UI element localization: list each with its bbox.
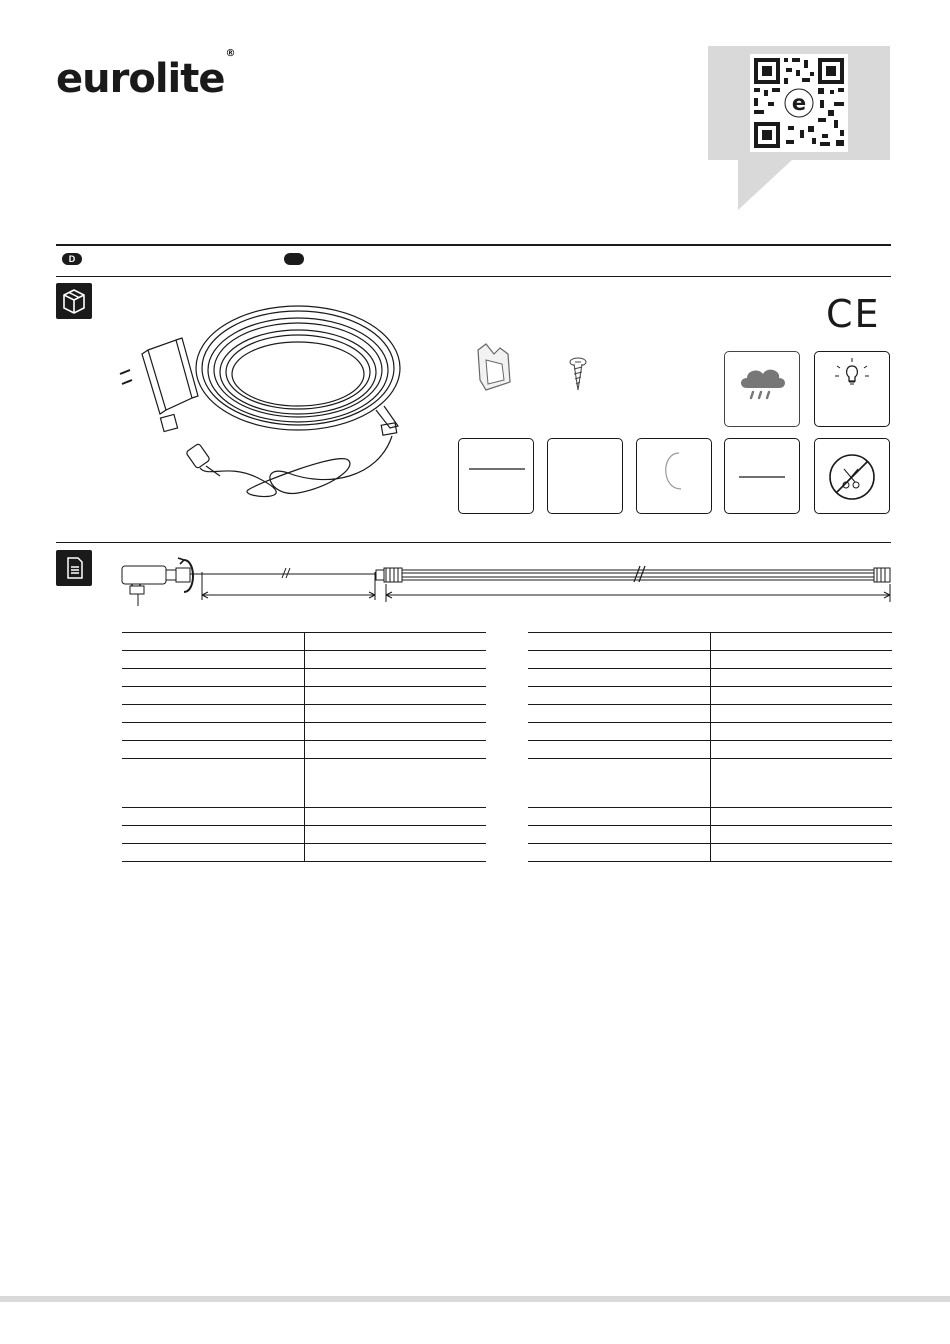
table-row (528, 759, 892, 808)
table-row (122, 705, 486, 723)
spec-table-left (122, 632, 486, 862)
spec-table-right (528, 632, 892, 862)
table-row (528, 723, 892, 741)
table-row (528, 669, 892, 687)
language-badge-d[interactable]: D (62, 253, 82, 265)
table-row (528, 633, 892, 651)
table-row (122, 687, 486, 705)
rain-cloud-icon (725, 352, 799, 426)
ce-mark: CE (826, 292, 881, 336)
section-rule (56, 542, 891, 543)
brand-logo (56, 47, 235, 102)
table-row (122, 844, 486, 862)
screw-icon (566, 356, 590, 392)
mounting-clip-icon (470, 340, 526, 396)
table-row (528, 741, 892, 759)
table-row (528, 705, 892, 723)
table-row (528, 844, 892, 862)
dimension-tile-3 (724, 438, 800, 514)
dimension-drawing (118, 554, 898, 610)
top-rule (56, 244, 891, 246)
registered-mark: ® (225, 47, 235, 59)
table-row (528, 651, 892, 669)
package-icon (56, 283, 92, 319)
table-row (528, 808, 892, 826)
table-row (122, 741, 486, 759)
table-row (122, 669, 486, 687)
table-row (122, 759, 486, 808)
table-row (122, 651, 486, 669)
no-cut-scissors-icon (815, 439, 889, 513)
dimension-tile-2 (547, 438, 623, 514)
language-rule (56, 276, 891, 277)
light-bulb-icon (815, 352, 889, 426)
language-badge-2[interactable] (284, 253, 304, 265)
table-row (122, 808, 486, 826)
table-row (528, 687, 892, 705)
qr-code-bubble[interactable] (708, 46, 890, 210)
light-tile (814, 351, 890, 427)
dimension-tile-1 (458, 438, 534, 514)
bend-radius-tile (636, 438, 712, 514)
footer-bar (0, 1296, 950, 1302)
table-row (122, 826, 486, 844)
brand-name: eurolite (56, 56, 225, 102)
table-row (122, 723, 486, 741)
table-row (528, 826, 892, 844)
document-icon (56, 550, 92, 586)
product-illustration (108, 298, 408, 508)
no-cut-tile (814, 438, 890, 514)
table-row (122, 633, 486, 651)
qr-center-letter: e (791, 91, 807, 115)
weather-tile (724, 351, 800, 427)
